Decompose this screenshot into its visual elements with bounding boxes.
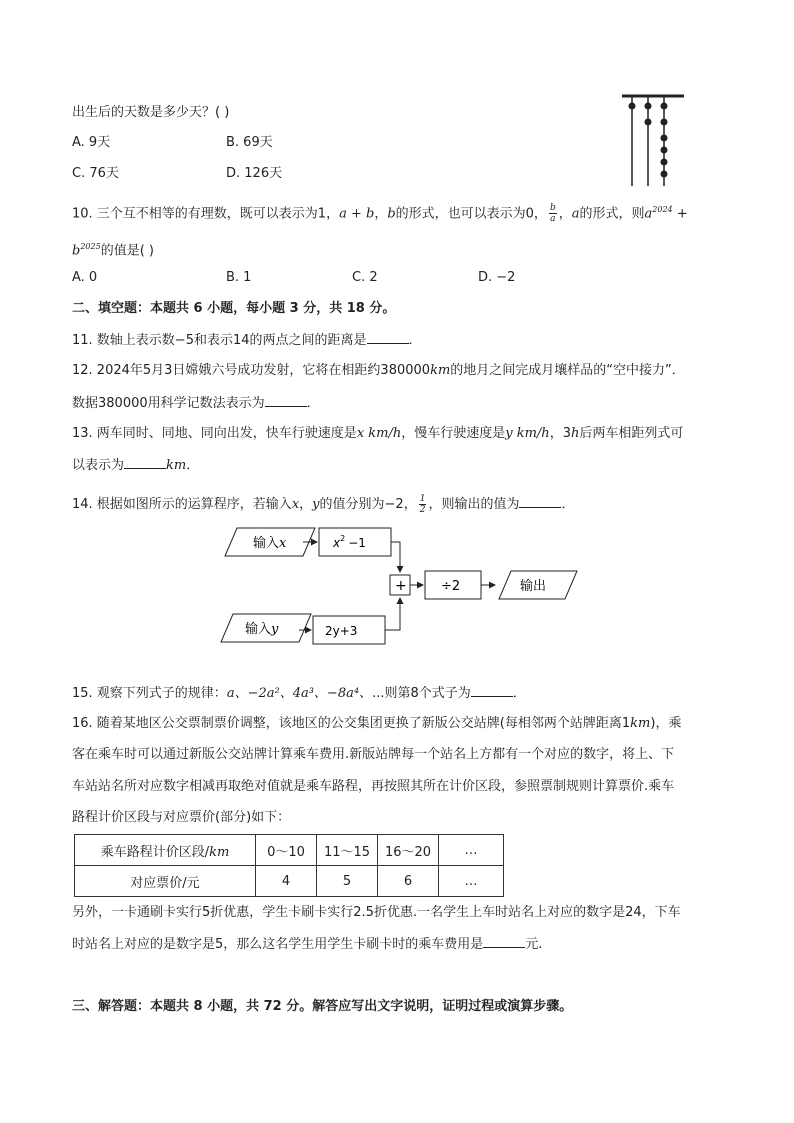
fare-table <box>74 834 504 897</box>
q10-stem-line2: $b^{2025}$的值是( ) <box>72 242 154 259</box>
svg-text:÷2: ÷2 <box>441 579 461 594</box>
q11: 11. 数轴上表示数−5和表示14的两点之间的距离是 ． <box>72 333 422 348</box>
q9-stem-tail: 出生后的天数是多少天？( ) <box>72 105 230 120</box>
q13-answer-blank[interactable] <box>124 456 166 469</box>
q9-option-c[interactable]: C. 76天 <box>72 166 119 181</box>
table-cell: 乘车路程计价区段/km <box>75 835 256 866</box>
table-cell: 5 <box>317 866 378 897</box>
q10-option-b[interactable]: B. 1 <box>226 270 252 285</box>
q16-line5: 另外，一卡通刷卡实行5折优惠，学生卡刷卡实行2.5折优惠.一名学生上车时站名上对应的数字是24，下车 <box>72 905 681 920</box>
svg-text:输入x: 输入x <box>253 536 287 551</box>
q9-option-b[interactable]: B. 69天 <box>226 135 273 150</box>
q12-line1: 12. 2024年5月3日嫦娥六号成功发射，它将在相距约380000km的地月之间完成月壤样品的“空中接力”． <box>72 363 685 378</box>
q10-option-a[interactable]: A. 0 <box>72 270 98 285</box>
q15: 15. 观察下列式子的规律：a、−2a²、4a³、−8a⁴、...则第8个式子为 ． <box>72 686 526 701</box>
abacus-figure <box>618 90 688 190</box>
table-cell: … <box>439 835 504 866</box>
q9-option-d[interactable]: D. 126天 <box>226 166 283 181</box>
q10-fraction: $\frac{b}{a}$ <box>549 203 556 225</box>
table-cell: 6 <box>378 866 439 897</box>
table-cell: 4 <box>256 866 317 897</box>
q13-line2: 以表示为 km． <box>72 458 200 473</box>
table-row <box>75 835 504 866</box>
q11-answer-blank[interactable] <box>367 331 409 344</box>
table-cell: 0～10 <box>256 835 317 866</box>
section-3-title: 三、解答题：本题共 8 小题，共 72 分。解答应写出文字说明，证明过程或演算步骤。 <box>72 999 573 1014</box>
q16-line4: 路程计价区段与对应票价(部分)如下： <box>72 810 291 825</box>
table-cell: 11～15 <box>317 835 378 866</box>
q16-line1: 16. 随着某地区公交票制票价调整，该地区的公交集团更换了新版公交站牌(每相邻两个站牌距离1km)，乘 <box>72 716 682 731</box>
q16-line2: 客在乘车时可以通过新版公交站牌计算乘车费用.新版站牌每一个站名上方都有一个对应的数字，将上、下 <box>72 747 675 762</box>
q10-option-c[interactable]: C. 2 <box>352 270 378 285</box>
q10-option-d[interactable]: D. −2 <box>478 270 516 285</box>
q12-answer-blank[interactable] <box>265 394 307 407</box>
table-cell: 对应票价/元 <box>75 866 256 897</box>
q15-answer-blank[interactable] <box>471 684 513 697</box>
q14-stem: 14. 根据如图所示的运算程序，若输入x，y的值分别为−2， $\frac{1}{2}$ ，则输出的值为 ． <box>72 494 575 515</box>
svg-text:x2−1: $x^2 -1$ <box>333 534 366 550</box>
table-cell: 16～20 <box>378 835 439 866</box>
q16-line6: 时站名上对应的是数字是5，那么这名学生用学生卡刷卡时的乘车费用是 元. <box>72 937 543 952</box>
q10-stem-line1: 10. 三个互不相等的有理数，既可以表示为1，a + b，b的形式，也可以表示为0， $\frac{b}{a}$ ，a的形式，则$a^{2024}$ + <box>72 203 688 225</box>
svg-text:输出: 输出 <box>520 579 547 594</box>
table-cell: … <box>439 866 504 897</box>
q12-line2: 数据380000用科学记数法表示为 ． <box>72 396 320 411</box>
q14-answer-blank[interactable] <box>519 495 561 508</box>
q16-line3: 车站站名所对应数字相减再取绝对值就是乘车路程，再按照其所在计价区段，参照票制规则计算票价.乘车 <box>72 779 675 794</box>
q16-answer-blank[interactable] <box>483 935 525 948</box>
svg-text:2y+3: 2y+3 <box>325 624 358 638</box>
svg-text:输入y: 输入y <box>245 622 279 637</box>
svg-text:+: + <box>395 578 407 594</box>
q14-fraction: $\frac{1}{2}$ <box>419 494 426 515</box>
table-row <box>75 866 504 897</box>
q13-line1: 13. 两车同时、同地、同向出发，快车行驶速度是x km/h，慢车行驶速度是y km/h，3h后两车相距列式可 <box>72 426 684 441</box>
q14-flowchart <box>215 520 585 650</box>
q9-option-a[interactable]: A. 9天 <box>72 135 111 150</box>
section-2-title: 二、填空题：本题共 6 小题，每小题 3 分，共 18 分。 <box>72 301 396 316</box>
